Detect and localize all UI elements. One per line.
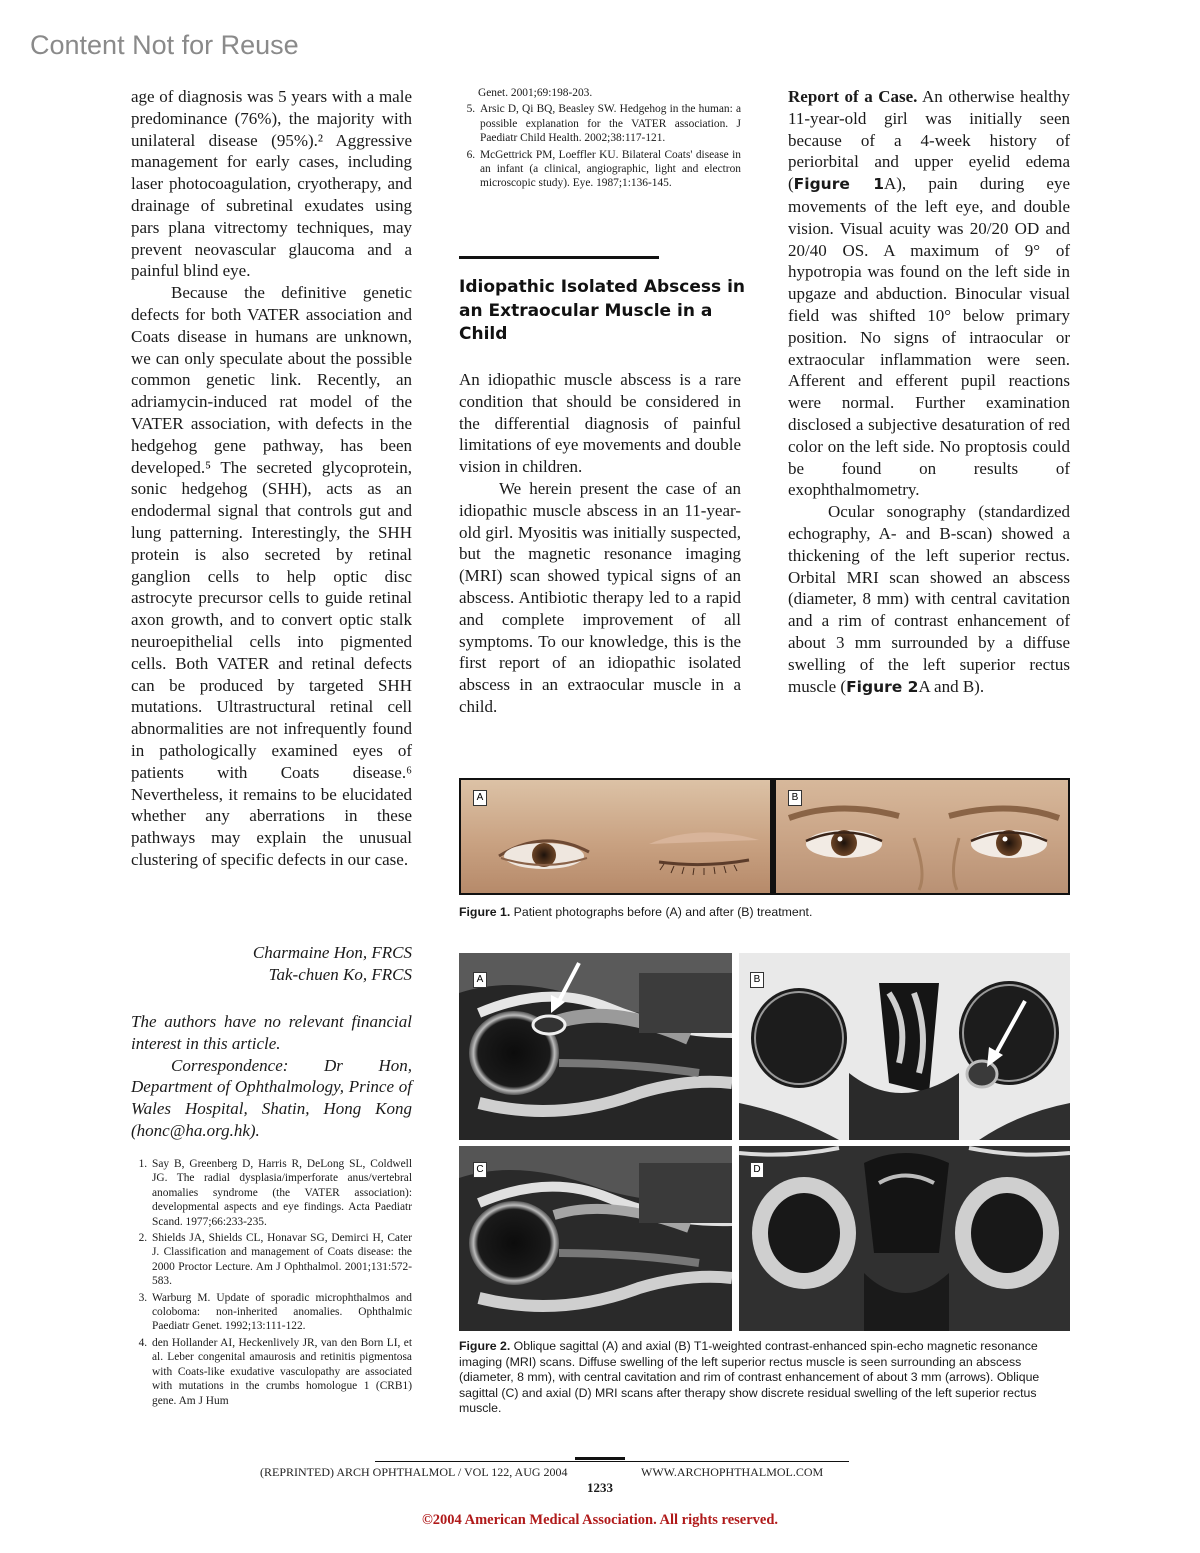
col3-text-2b: A and B). xyxy=(918,676,985,696)
figure-2-panel-b-label: B xyxy=(750,972,764,988)
figure-2-caption-label: Figure 2. xyxy=(459,1339,511,1353)
figure-1-reference[interactable]: Figure 1 xyxy=(793,175,884,194)
reference-4: 4. den Hollander AI, Heckenlively JR, van den Born LI, et al. Leber congenital amaurosis and retinitis pigmentosa with Coats-like exudative vasculopathy are associated with mutations in the crumbs homologue 1 (CRB1) gene. Am J Hum xyxy=(150,1336,412,1408)
watermark: Content Not for Reuse xyxy=(30,30,299,60)
reference-5: 5. Arsic D, Qi BQ, Beasley SW. Hedgehog in the human: a possible explanation for the VATER association. J Paediatr Child Health. 2002;38:117-121. xyxy=(478,102,741,145)
footer-rule-thick xyxy=(575,1457,625,1460)
author-1: Charmaine Hon, FRCS xyxy=(252,943,412,962)
column-2 xyxy=(459,369,741,718)
author-2: Tak-chuen Ko, FRCS xyxy=(268,964,412,984)
page-number: 1233 xyxy=(587,1480,613,1495)
column-3 xyxy=(788,86,1070,698)
author-signature xyxy=(131,942,412,986)
col3-text-1a: An otherwise healthy 11-year-old girl was initially seen because of a 4-week history of periorbital and upper eyelid edema ( xyxy=(788,87,1070,194)
section-divider xyxy=(459,256,659,259)
disclosure-block xyxy=(131,1011,412,1142)
reference-6: 6. McGettrick PM, Loeffler KU. Bilateral Coats' disease in an infant (a clinical, angiographic, light and electron microscopic study). Eye. 1987;1:136-145. xyxy=(478,148,741,191)
financial-disclosure: The authors have no relevant financial interest in this article. xyxy=(131,1012,412,1053)
abscess-lesion xyxy=(533,1016,565,1034)
figure-1-photos xyxy=(459,778,1070,895)
figure-2-reference[interactable]: Figure 2 xyxy=(846,677,919,696)
figure-1-caption-label: Figure 1. xyxy=(459,905,511,919)
col1-paragraph-2: Because the definitive genetic defects for both VATER association and Coats disease in humans are unknown, we can only speculate about the possible common genetic link. Recently, an adriamycin-induced rat model of the VATER association, with defects in the hedgehog gene pathway, has been developed.⁵ The secreted glycoprotein, sonic hedgehog (SHH), acts as an endodermal signal that controls gut and lung patterning. Interestingly, the SHH protein is also secreted by retinal ganglion cells to help optic disc astrocyte precursor cells to guide retinal axon growth, and to convert optic stalk neuroepithelial cells into pigmented cells. Both VATER and retinal defects can be produced by targeted SHH mutations. Ultrastructural retinal cell abnormalities are not infrequently found in pathologically examined eyes of patients with Coats disease.⁶ Nevertheless, it remains to be elucidated whether any aberrations in these pathways may explain the unusual clustering of specific defects in our case. xyxy=(131,283,412,869)
col1-paragraph-1: age of diagnosis was 5 years with a male predominance (76%), the majority with unilateral disease (95%).² Aggressive management for early cases, including laser photocoagulation, cryotherapy, and drainage of subretinal exudates using pars plana vitrectomy techniques, may prevent neovascular glaucoma and a painful blind eye. xyxy=(131,87,412,281)
reference-1: 1. Say B, Greenberg D, Harris R, DeLong SL, Coldwell JG. The radial dysplasia/imperforate anus/vertebral anomalies syndrome (the VATER association): developmental aspects and eye findings. Acta Paediatr Scand. 1977;66:233-235. xyxy=(150,1157,412,1229)
figure-2-mri-scans xyxy=(459,953,1070,1331)
runin-heading: Report of a Case. xyxy=(788,87,918,106)
figure-2 xyxy=(459,953,1070,1331)
journal-website[interactable]: WWW.ARCHOPHTHALMOL.COM xyxy=(641,1465,824,1479)
figure-1-panel-b-label: B xyxy=(788,790,802,806)
col2-paragraph-1: An idiopathic muscle abscess is a rare condition that should be considered in the differential diagnosis of painful limitations of eye movements and double vision in children. xyxy=(459,370,741,477)
reference-4-continuation: Genet. 2001;69:198-203. xyxy=(478,87,593,99)
references-left xyxy=(131,1157,412,1410)
copyright-notice: ©2004 American Medical Association. All rights reserved. xyxy=(421,1512,779,1528)
column-1 xyxy=(131,86,412,871)
figure-1 xyxy=(459,778,1070,895)
footer-rule xyxy=(375,1461,849,1462)
figure-1-caption xyxy=(459,905,1070,921)
col3-paragraph-2 xyxy=(788,501,1070,698)
reference-2: 2. Shields JA, Shields CL, Honavar SG, Demirci H, Cater J. Classification and management of Coats disease: the 2000 Proctor Lecture. Am J Ophthalmol. 2001;131:572-583. xyxy=(150,1231,412,1289)
figure-2-caption xyxy=(459,1339,1070,1417)
figure-2-panel-d-label: D xyxy=(750,1162,764,1178)
correspondence: Correspondence: Dr Hon, Department of Ophthalmology, Prince of Wales Hospital, Shatin, Hong Kong (honc@ha.org.hk). xyxy=(131,1055,412,1140)
article-title: Idiopathic Isolated Abscess in an Extraocular Muscle in a Child xyxy=(459,277,745,344)
figure-1-panel-a-label: A xyxy=(473,790,487,806)
figure-2-panel-c-label: C xyxy=(473,1162,487,1178)
references-right xyxy=(459,86,741,193)
figure-2-caption-text: Oblique sagittal (A) and axial (B) T1-weighted contrast-enhanced spin-echo magnetic resonance imaging (MRI) scans. Diffuse swelling of the left superior rectus muscle is seen surrounding an abscess (diameter, 8 mm), with central cavitation and rim of contrast enhancement of about 3 mm (arrows). Oblique sagittal (C) and axial (D) MRI scans after therapy show discrete residual swelling of the left superior rectus muscle. xyxy=(459,1339,1040,1415)
figure-2-panel-a-label: A xyxy=(473,972,487,988)
figure-1-caption-text: Patient photographs before (A) and after (B) treatment. xyxy=(510,905,813,919)
col2-paragraph-2: We herein present the case of an idiopathic muscle abscess in an 11-year-old girl. Myositis was initially suspected, but the magnetic resonance imaging (MRI) scan showed typical signs of an abscess. Antibiotic therapy led to a rapid and complete improvement of all symptoms. To our knowledge, this is the first report of an idiopathic isolated abscess in an extraocular muscle in a child. xyxy=(459,478,741,716)
col3-text-1b: A), pain during eye movements of the left eye, and double vision. Visual acuity was 20/20 OD and 20/40 OS. A maximum of 9° of hypotropia was found on the left side in upgaze and abduction. Binocular visual field was shifted 10° below primary position. No signs of intraocular or extraocular inflammation were seen. Afferent and efferent pupil reactions were normal. Further examination disclosed a subjective desaturation of red color on the left side. No proptosis could be found on results of exophthalmometry. xyxy=(788,174,1070,500)
reference-3: 3. Warburg M. Update of sporadic microphthalmos and coloboma: non-inherited anomalies. Ophthalmic Paediatr Genet. 1992;13:111-122. xyxy=(150,1291,412,1334)
left-eye-before xyxy=(532,843,556,867)
col3-text-2a: Ocular sonography (standardized echography, A- and B-scan) showed a thickening of the left superior rectus. Orbital MRI scan showed an abscess (diameter, 8 mm) with central cavitation and a rim of contrast enhancement of about 3 mm surrounded by a diffuse swelling of the left superior rectus muscle ( xyxy=(788,502,1070,696)
col3-paragraph-1 xyxy=(788,86,1070,501)
journal-citation: (REPRINTED) ARCH OPHTHALMOL / VOL 122, AUG 2004 xyxy=(260,1465,568,1479)
